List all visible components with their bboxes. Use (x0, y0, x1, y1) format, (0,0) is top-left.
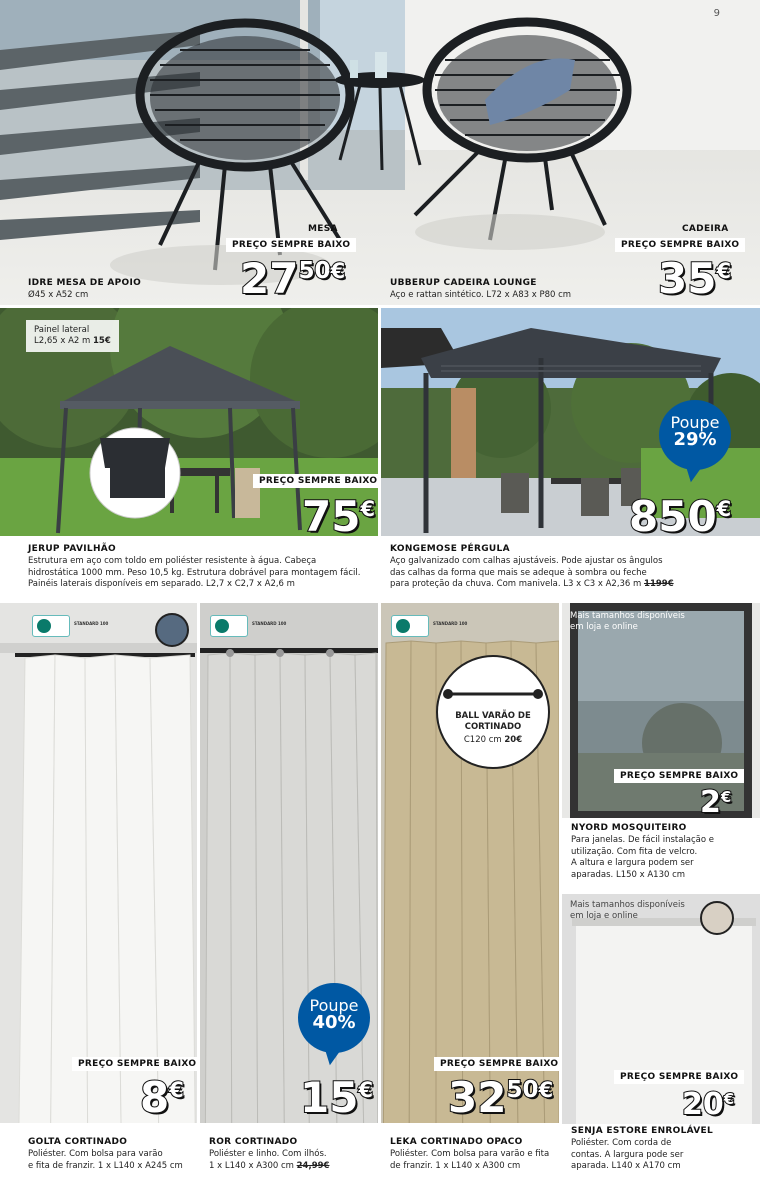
ror-price-currency: € (358, 1077, 374, 1102)
senja-note-2: em loja e online (570, 911, 638, 921)
jerup-side-price: 15€ (93, 336, 111, 346)
mesa-price-tag: PREÇO SEMPRE BAIXO (226, 238, 356, 252)
kongemose-price-int: 850 (629, 492, 717, 541)
mesa-name: IDRE MESA DE APOIO (28, 278, 142, 288)
kongemose-price-currency: € (716, 496, 732, 521)
leka-desc-1: Poliéster. Com bolsa para varão e fita (390, 1149, 550, 1159)
nyord-price (700, 785, 732, 820)
jerup-desc-1: Estrutura em aço com toldo em poliéster resistente à água. Cabeça (28, 556, 317, 566)
ball-name-2: CORTINADO (464, 722, 522, 732)
chairs-photo (0, 0, 760, 305)
cadeira-price-int: 35 (658, 254, 717, 303)
kongemose-name: KONGEMOSE PÉRGULA (390, 544, 510, 554)
mesa-price-currency: € (330, 258, 346, 283)
kongemose-price (629, 492, 732, 541)
senja-note-1: Mais tamanhos disponíveis (570, 900, 685, 910)
senja-desc-1: Poliéster. Com corda de (571, 1138, 672, 1148)
kongemose-section (381, 308, 760, 600)
jerup-desc (28, 556, 360, 591)
senja-color-swatch-icon (700, 901, 734, 935)
nyord-price-currency: € (720, 787, 732, 806)
jerup-price-int: 75 (302, 492, 361, 541)
senja-section (562, 894, 760, 1200)
jerup-name: JERUP PAVILHÃO (28, 544, 116, 554)
nyord-section (562, 603, 760, 891)
nyord-note (570, 611, 685, 633)
leka-oeko-tex-icon (391, 615, 429, 637)
golta-price-tag: PREÇO SEMPRE BAIXO (72, 1057, 197, 1071)
golta-oeko-text: STANDARD 100 (74, 621, 109, 626)
senja-desc-3: aparada. L140 x A170 cm (571, 1161, 681, 1171)
mesa-price (240, 254, 346, 303)
kongemose-poupe-badge (659, 400, 731, 470)
kongemose-old-price: 1199€ (644, 579, 674, 589)
senja-desc (571, 1138, 683, 1173)
golta-desc-1: Poliéster. Com bolsa para varão (28, 1149, 163, 1159)
nyord-note-1: Mais tamanhos disponíveis (570, 611, 685, 621)
jerup-section (0, 308, 378, 600)
mesa-label: MESA (308, 224, 338, 234)
chairs-section (0, 0, 760, 305)
ror-section (200, 603, 378, 1200)
kongemose-desc-3: para proteção da chuva. Com manivela. L3 x C3 x A2,36 m (390, 579, 642, 589)
ror-price (300, 1073, 374, 1122)
senja-price-tag: PREÇO SEMPRE BAIXO (614, 1070, 744, 1084)
ror-desc (209, 1149, 329, 1172)
kongemose-desc (390, 556, 674, 591)
nyord-note-2: em loja e online (570, 622, 638, 632)
leka-desc-2: de franzir. 1 x L140 x A300 cm (390, 1160, 521, 1171)
cadeira-name: UBBERUP CADEIRA LOUNGE (390, 278, 537, 288)
nyord-desc-4: aparadas. L150 x A130 cm (571, 869, 686, 880)
ball-price: 20€ (504, 735, 523, 745)
golta-desc-2: e fita de franzir. 1 x L140 x A245 cm (28, 1160, 183, 1171)
golta-oeko-tex-icon (32, 615, 70, 637)
golta-color-swatch-icon (155, 613, 189, 647)
cadeira-desc: Aço e rattan sintético. L72 x A83 x P80 cm (390, 290, 572, 300)
ror-poupe-badge (298, 983, 370, 1053)
mesa-price-int: 27 (240, 254, 299, 303)
jerup-desc-2: hidrostática 1000 mm. Peso 10,5 kg. Estrutura dobrável para montagem fácil. (28, 567, 361, 578)
leka-price-int: 32 (448, 1073, 507, 1122)
nyord-desc-2: utilização. Com fita de velcro. (571, 846, 698, 857)
kongemose-poupe-pct: 29% (673, 429, 717, 450)
jerup-desc-3: Painéis laterais disponíveis em separado. L2,7 x C2,7 x A2,6 m (28, 579, 295, 589)
nyord-price-tag: PREÇO SEMPRE BAIXO (614, 769, 744, 783)
ror-price-int: 15 (300, 1073, 359, 1122)
jerup-side-label: Painel lateral (34, 325, 90, 335)
leka-price-currency: € (538, 1077, 554, 1102)
ror-desc-2: 1 x L140 x A300 cm (209, 1160, 294, 1171)
ror-desc-1: Poliéster e linho. Com ilhós. (209, 1149, 327, 1159)
jerup-price-currency: € (360, 496, 376, 521)
senja-desc-2: contas. A largura pode ser (571, 1149, 684, 1160)
page-number: 9 (713, 8, 720, 19)
ball-name-1: BALL VARÃO DE (455, 711, 531, 721)
leka-oeko-text: STANDARD 100 (433, 621, 468, 626)
ror-poupe-pct: 40% (312, 1012, 356, 1033)
golta-name: GOLTA CORTINADO (28, 1137, 128, 1147)
golta-price (140, 1073, 184, 1122)
cadeira-price-tag: PREÇO SEMPRE BAIXO (615, 238, 745, 252)
ball-desc: C120 cm (463, 735, 502, 745)
nyord-price-int: 2 (700, 785, 721, 820)
leka-price-tag: PREÇO SEMPRE BAIXO (434, 1057, 559, 1071)
leka-name: LEKA CORTINADO OPACO (390, 1137, 523, 1147)
golta-price-currency: € (169, 1077, 184, 1102)
cadeira-label: CADEIRA (682, 224, 729, 234)
nyord-desc (571, 835, 714, 881)
leka-price-cents: 50 (506, 1077, 539, 1104)
ball-curtain-rod-callout (436, 655, 550, 769)
mesa-desc: Ø45 x A52 cm (28, 290, 89, 300)
leka-price (448, 1073, 554, 1122)
ror-oeko-text: STANDARD 100 (252, 621, 287, 626)
cadeira-price-currency: € (716, 258, 732, 283)
leka-section (381, 603, 559, 1200)
senja-price-int: 20 (682, 1087, 724, 1122)
jerup-side-panel-info (26, 320, 119, 352)
golta-price-int: 8 (140, 1073, 170, 1122)
leka-desc (390, 1149, 549, 1172)
ror-name: ROR CORTINADO (209, 1137, 298, 1147)
senja-name: SENJA ESTORE ENROLÁVEL (571, 1126, 714, 1136)
mesa-price-cents: 50 (298, 258, 331, 285)
golta-desc (28, 1149, 183, 1172)
jerup-side-dims: L2,65 x A2 m (34, 336, 91, 346)
curtain-rod-icon (438, 679, 548, 709)
kongemose-desc-1: Aço galvanizado com calhas ajustáveis. Pode ajustar os ângulos (390, 556, 663, 566)
senja-note (570, 900, 685, 922)
ror-poupe-word: Poupe (309, 996, 359, 1015)
nyord-desc-1: Para janelas. De fácil instalação e (571, 835, 715, 845)
jerup-price (302, 492, 376, 541)
jerup-price-tag: PREÇO SEMPRE BAIXO (253, 474, 378, 488)
ror-old-price: 24,99€ (296, 1160, 330, 1171)
ror-oeko-tex-icon (210, 615, 248, 637)
kongemose-desc-2: das calhas da forma que mais se adeque à sombra ou feche (390, 567, 647, 578)
nyord-desc-3: A altura e largura podem ser (571, 858, 694, 868)
kongemose-poupe-word: Poupe (670, 413, 720, 432)
cadeira-price (658, 254, 732, 303)
golta-section (0, 603, 197, 1200)
senja-price-currency: € (723, 1089, 735, 1108)
nyord-name: NYORD MOSQUITEIRO (571, 823, 687, 833)
senja-price (682, 1087, 735, 1122)
